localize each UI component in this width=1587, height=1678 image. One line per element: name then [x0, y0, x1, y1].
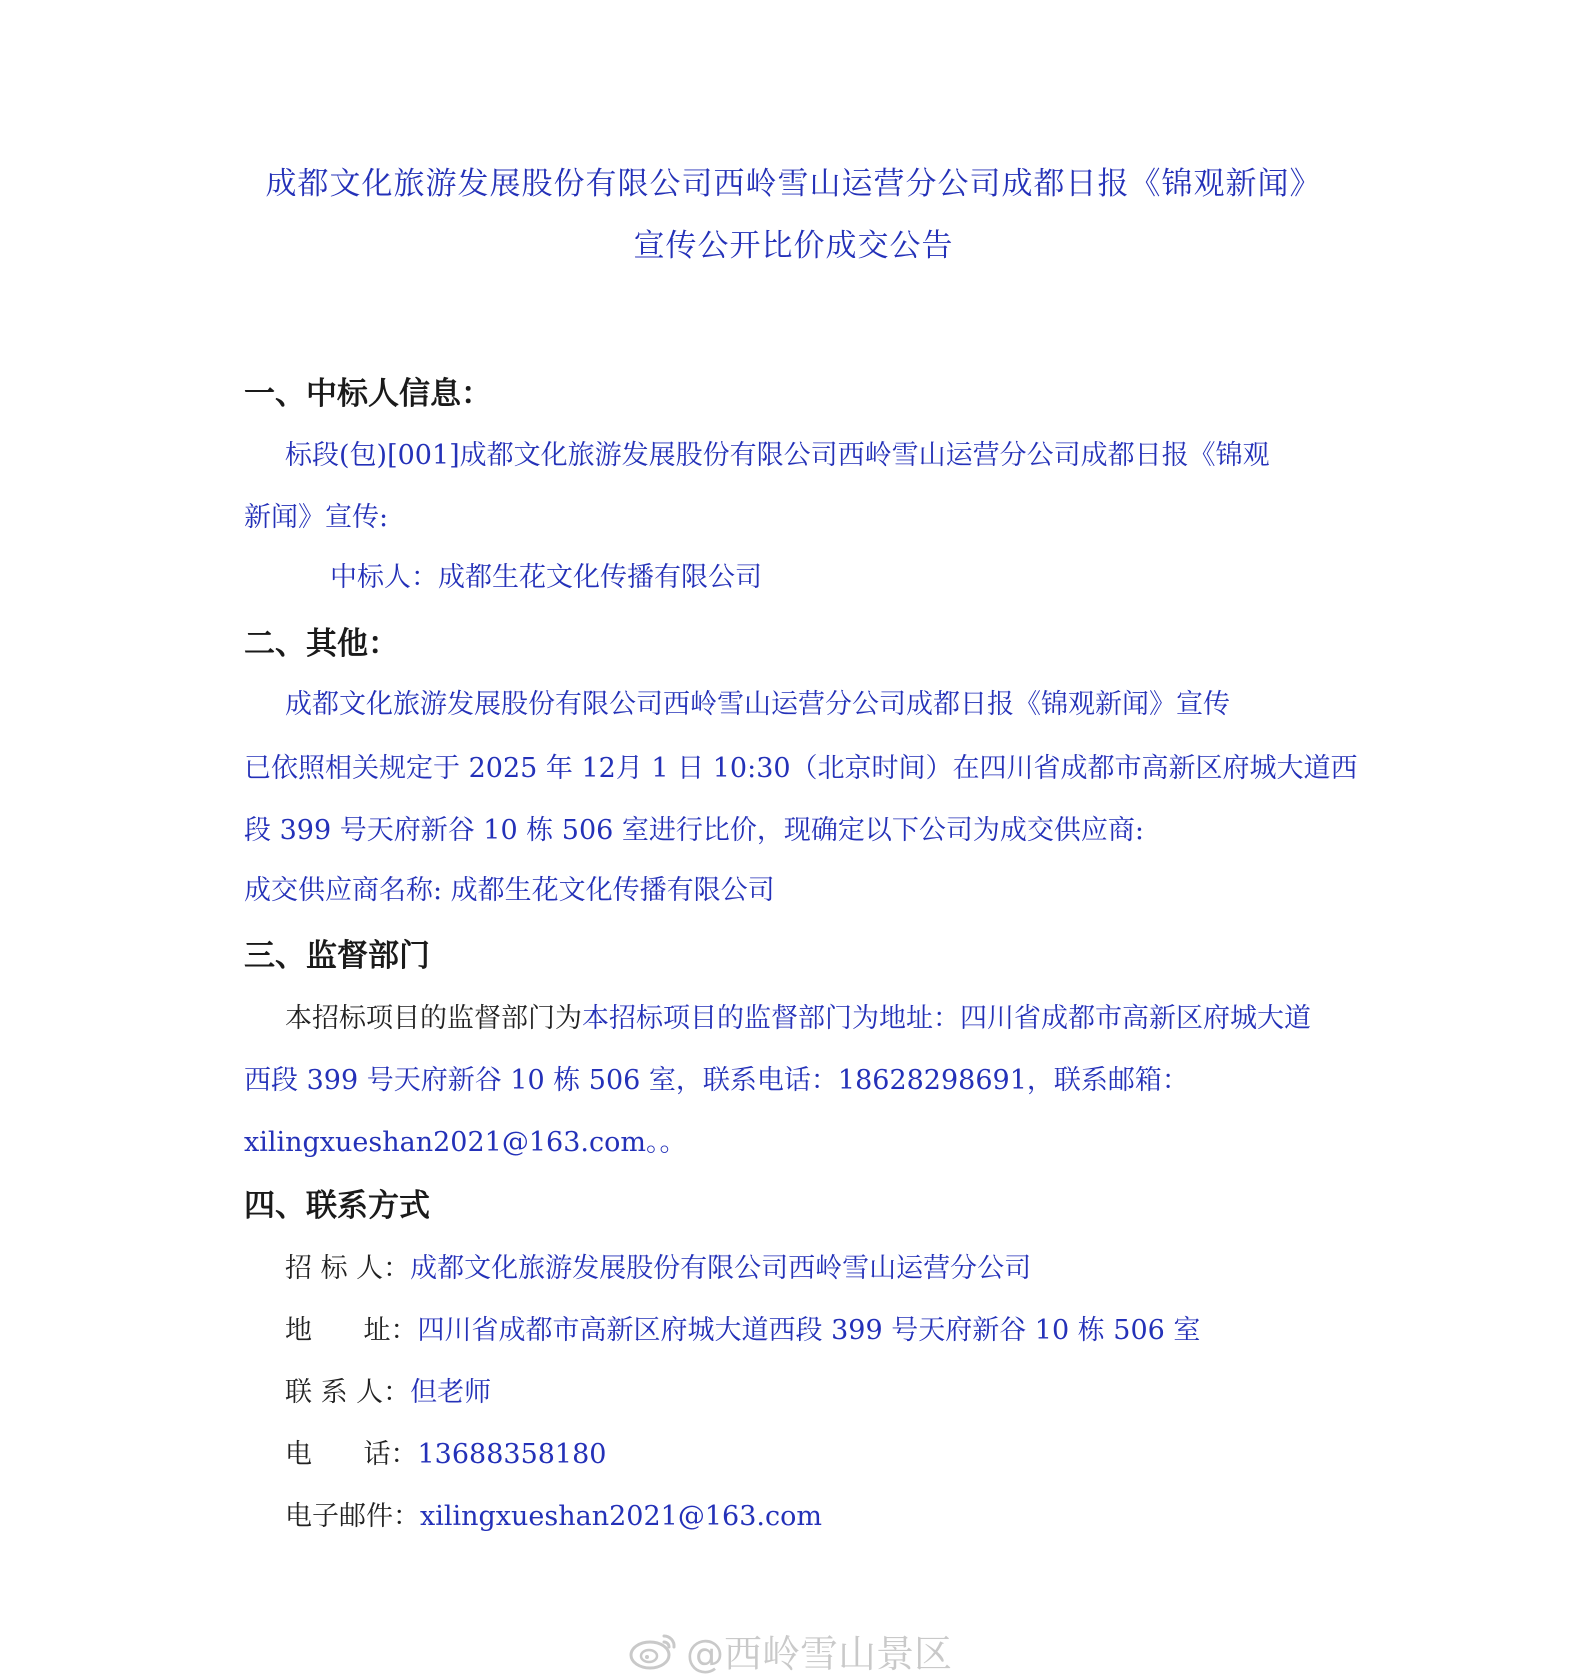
- weibo-logo-icon: [628, 1628, 680, 1672]
- section-heading-other: 二、其他：: [244, 626, 399, 662]
- contact-value: xilingxueshan2021@163.com: [420, 1501, 822, 1532]
- lot-description-line-1: 标段(包)[001]成都文化旅游发展股份有限公司西岭雪山运营分公司成都日报《锦观: [285, 440, 1270, 471]
- supervision-lead-text: 本招标项目的监督部门为: [285, 1003, 582, 1034]
- weibo-watermark: [628, 1624, 952, 1676]
- contact-row-email: [285, 1494, 822, 1533]
- section-heading-contact: 四、联系方式: [244, 1188, 430, 1224]
- supplier-name-line: 成交供应商名称: 成都生花文化传播有限公司: [244, 875, 775, 906]
- section-heading-winner-info: 一、中标人信息：: [244, 376, 492, 412]
- supervision-address-text: 本招标项目的监督部门为地址：四川省成都市高新区府城大道: [582, 1003, 1311, 1034]
- contact-row-person: [285, 1370, 491, 1409]
- contact-value: 但老师: [410, 1377, 492, 1408]
- title-line-2: 宣传公开比价成交公告: [633, 228, 954, 264]
- contact-label: 地 址：: [285, 1315, 418, 1346]
- contact-row-phone: [285, 1432, 606, 1471]
- lot-description-line-2: 新闻》宣传:: [244, 502, 389, 533]
- contact-label: 招 标 人：: [285, 1253, 411, 1284]
- contact-label: 电子邮件：: [285, 1501, 420, 1532]
- supervision-paragraph-line-2: 西段 399 号天府新谷 10 栋 506 室，联系电话：18628298691，联系邮箱：: [244, 1065, 1189, 1096]
- other-paragraph-line-3: 段 399 号天府新谷 10 栋 506 室进行比价，现确定以下公司为成交供应商:: [244, 815, 1145, 846]
- contact-value: 13688358180: [417, 1439, 607, 1470]
- contact-label: 电 话：: [285, 1439, 418, 1470]
- contact-row-address: [285, 1308, 1200, 1347]
- contact-value: 四川省成都市高新区府城大道西段 399 号天府新谷 10 栋 506 室: [417, 1315, 1201, 1346]
- contact-value: 成都文化旅游发展股份有限公司西岭雪山运营分公司: [410, 1253, 1032, 1284]
- section-heading-supervision: 三、监督部门: [244, 938, 430, 974]
- contact-label: 联 系 人：: [285, 1377, 411, 1408]
- title-line-1: 成都文化旅游发展股份有限公司西岭雪山运营分公司成都日报《锦观新闻》: [265, 166, 1322, 202]
- contact-row-tenderer: [285, 1246, 1031, 1285]
- other-paragraph-line-1: 成都文化旅游发展股份有限公司西岭雪山运营分公司成都日报《锦观新闻》宣传: [285, 689, 1230, 720]
- watermark-text: @西岭雪山景区: [686, 1631, 953, 1676]
- supervision-paragraph-line-1: [285, 996, 1311, 1035]
- other-paragraph-line-2: 已依照相关规定于 2025 年 12月 1 日 10:30（北京时间）在四川省成都市高新区府城大道西: [244, 753, 1358, 784]
- winner-line: 中标人：成都生花文化传播有限公司: [330, 562, 762, 593]
- supervision-email-line: xilingxueshan2021@163.com。。: [244, 1127, 687, 1158]
